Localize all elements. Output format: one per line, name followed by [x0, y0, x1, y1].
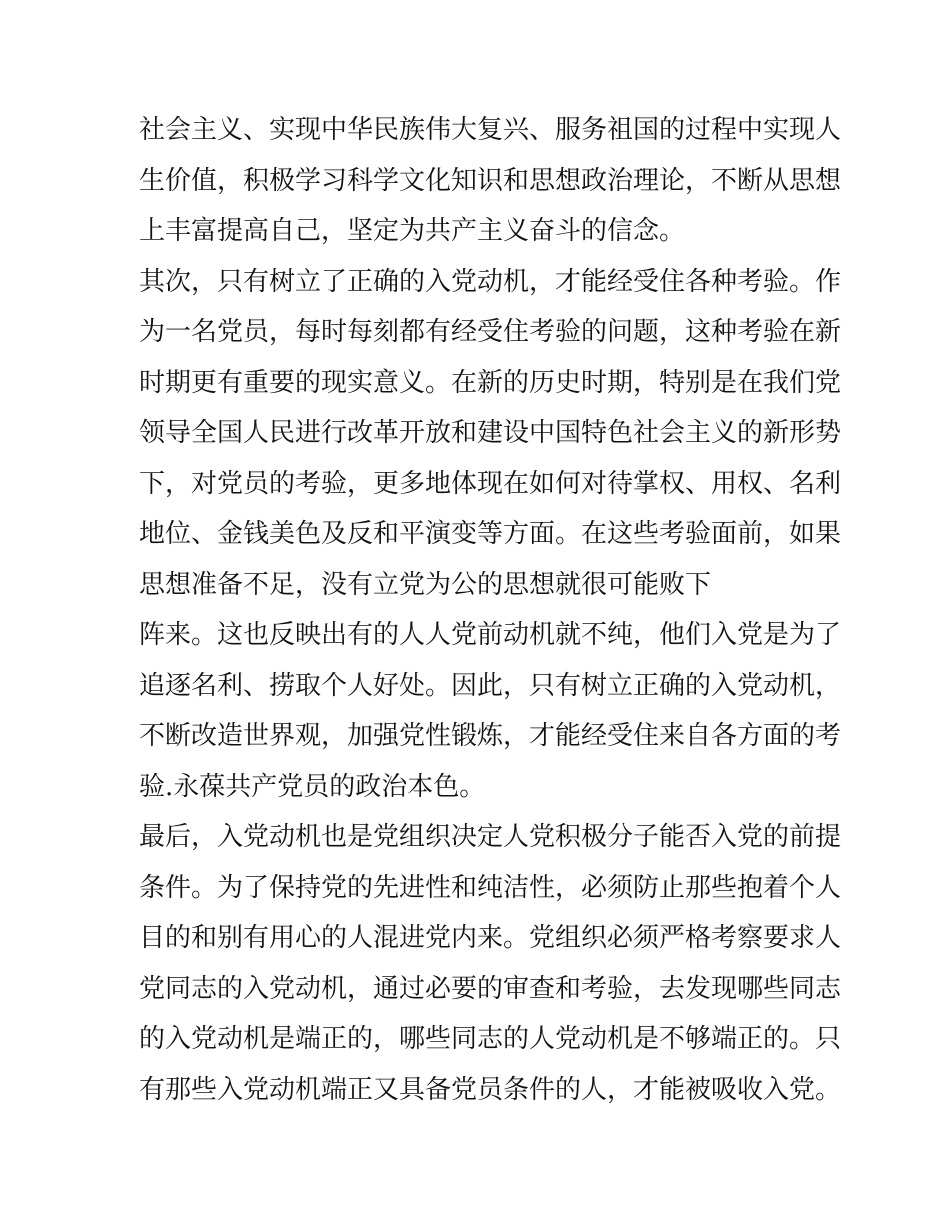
text-line: 社会主义、实现中华民族伟大复兴、服务祖国的过程中实现人 [139, 115, 842, 145]
text-line: 条件。为了保持党的先进性和纯洁性，必须防止那些抱着个人 [139, 873, 842, 903]
text-line: 党同志的入党动机，通过必要的审查和考验，去发现哪些同志 [139, 974, 842, 1004]
text-line: 不断改造世界观，加强党性锻炼，才能经受住来自各方面的考 [139, 721, 842, 751]
text-line: 最后，入党动机也是党组织决定人党积极分子能否入党的前提 [139, 822, 842, 852]
text-line: 其次，只有树立了正确的入党动机，才能经受住各种考验。作 [139, 267, 842, 297]
text-line: 追逐名利、捞取个人好处。因此，只有树立正确的入党动机， [139, 671, 842, 701]
text-line: 的入党动机是端正的，哪些同志的人党动机是不够端正的。只 [139, 1024, 842, 1054]
text-line: 领导全国人民进行改革开放和建设中国特色社会主义的新形势 [139, 418, 842, 448]
text-line: 下，对党员的考验，更多地体现在如何对待掌权、用权、名利 [139, 469, 842, 499]
text-line: 验.永葆共产党员的政治本色。 [139, 772, 486, 802]
text-line: 为一名党员，每时每刻都有经受住考验的问题，这种考验在新 [139, 317, 842, 347]
text-line: 上丰富提高自己，坚定为共产主义奋斗的信念。 [139, 216, 686, 246]
text-line: 地位、金钱美色及反和平演变等方面。在这些考验面前，如果 [139, 519, 842, 549]
text-line: 生价值，积极学习科学文化知识和思想政治理论，不断从思想 [139, 166, 842, 196]
text-line: 阵来。这也反映出有的人人党前动机就不纯，他们入党是为了 [139, 620, 842, 650]
text-line: 时期更有重要的现实意义。在新的历史时期，特别是在我们党 [139, 368, 842, 398]
text-line: 有那些入党动机端正又具备党员条件的人，才能被吸收入党。 [139, 1075, 842, 1105]
text-line: 目的和别有用心的人混进党内来。党组织必须严格考察要求人 [139, 923, 842, 953]
text-line: 思想准备不足，没有立党为公的思想就很可能败下 [139, 570, 712, 600]
